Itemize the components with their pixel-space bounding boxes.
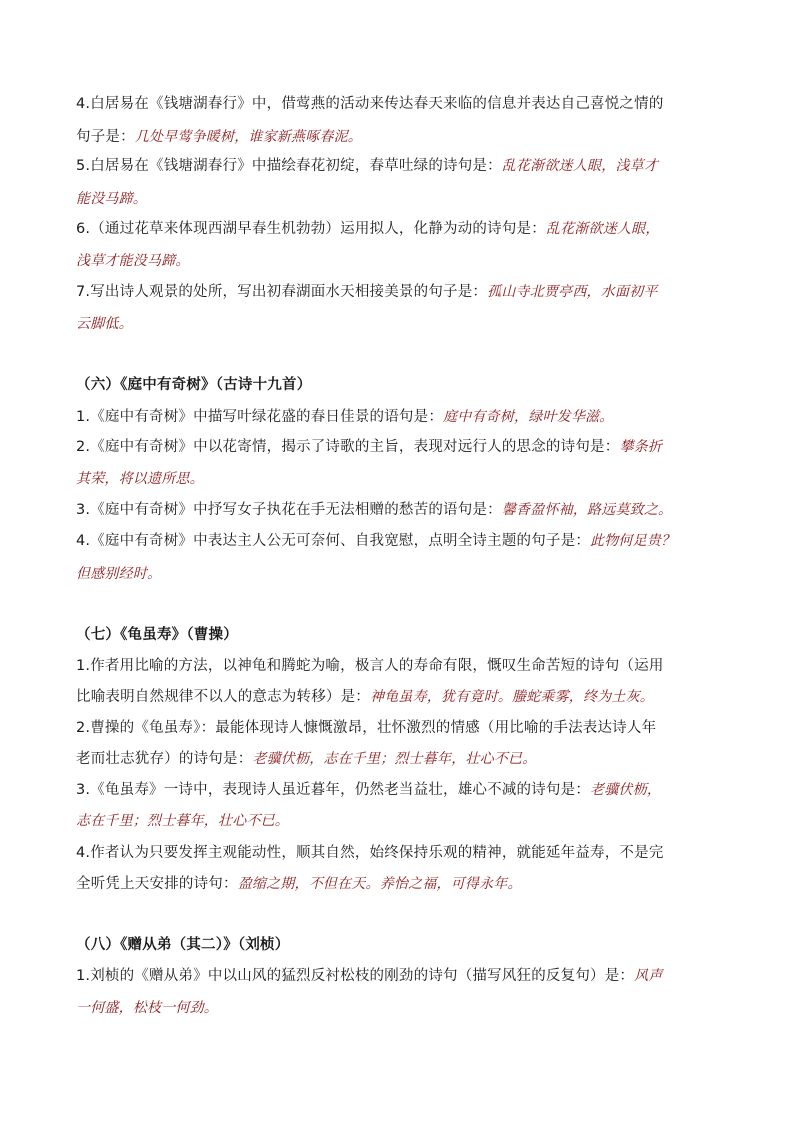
question-text: 3.《庭中有奇树》中抒写女子执花在手无法相赠的愁苦的语句是： xyxy=(76,502,502,518)
question-text: 2.曹操的《龟虽寿》：最能体现诗人慷慨激昂，壮怀激烈的情感（用比喻的手法表达诗人年 xyxy=(76,720,657,736)
question-text: 5.白居易在《钱塘湖春行》中描绘春花初绽，春草吐绿的诗句是： xyxy=(76,158,502,174)
question-text: 老而壮志犹存）的诗句是： xyxy=(76,751,253,767)
answer-text: 云脚低。 xyxy=(76,316,133,332)
question-text: 7.写出诗人观景的处所，写出初春湖面水天相接美景的句子是： xyxy=(76,284,488,300)
s8-q1-line1 xyxy=(76,966,736,986)
s7-q3-line1 xyxy=(76,780,736,800)
section-heading-7: （七）《龟虽寿》（曹操） xyxy=(76,627,238,643)
answer-text: 此物何足贵？ xyxy=(590,533,676,549)
answer-text: 庭中有奇树，绿叶发华滋。 xyxy=(443,409,614,425)
answer-text: 盈缩之期，不但在天。养怡之福，可得永年。 xyxy=(237,876,522,892)
answer-text: 老骥伏枥，志在千里；烈士暮年，壮心不已。 xyxy=(252,751,537,767)
answer-text: 馨香盈怀袖，路远莫致之。 xyxy=(501,502,673,518)
answer-text: 神龟虽寿，犹有竟时。螣蛇乘雾，终为土灰。 xyxy=(370,689,654,705)
s5-q6-line1 xyxy=(76,219,736,239)
answer-text: 但感别经时。 xyxy=(76,566,162,582)
s7-q1-line1 xyxy=(76,656,736,676)
answer-text: 一何盛，松枝一何劲。 xyxy=(76,1000,218,1016)
s6-q1-line1 xyxy=(76,407,736,427)
s5-q6-line2 xyxy=(76,251,736,271)
question-text: 4.白居易在《钱塘湖春行》中，借莺燕的活动来传达春天来临的信息并表达自己喜悦之情的 xyxy=(76,96,664,112)
s6-q3-line1 xyxy=(76,500,736,520)
question-text: 4.作者认为只要发挥主观能动性，顺其自然，始终保持乐观的精神，就能延年益寿，不是完 xyxy=(76,845,664,861)
answer-text: 乱花渐欲迷人眼，浅草才 xyxy=(501,158,659,174)
question-text: 句子是： xyxy=(76,129,135,145)
answer-text: 风声 xyxy=(634,968,663,984)
s7-q3-line2 xyxy=(76,811,736,831)
s6-q2-line2 xyxy=(76,469,736,489)
answer-text: 攀条折 xyxy=(619,439,663,455)
question-text: 6.（通过花草来体现西湖早春生机勃勃）运用拟人，化静为动的诗句是： xyxy=(76,221,546,237)
question-text: 全听凭上天安排的诗句： xyxy=(76,876,238,892)
answer-text: 孤山寺北贾亭西，水面初平 xyxy=(487,284,658,300)
s5-q4-line1 xyxy=(76,94,736,114)
s5-q4-line2 xyxy=(76,127,736,147)
s7-q2-line1 xyxy=(76,718,736,738)
s5-q7-line2 xyxy=(76,314,736,334)
s8-q1-line2 xyxy=(76,998,736,1018)
section-heading-8: （八）《赠从弟（其二）》（刘桢） xyxy=(76,937,290,953)
s7-q4-line2 xyxy=(76,874,736,894)
answer-text: 老骥伏枥， xyxy=(590,782,662,798)
answer-text: 几处早莺争暖树，谁家新燕啄春泥。 xyxy=(134,129,363,145)
answer-text: 浅草才能没马蹄。 xyxy=(76,253,190,269)
s5-q5-line1 xyxy=(76,156,736,176)
s6-q4-line1 xyxy=(76,531,736,551)
answer-text: 其荣，将以遗所思。 xyxy=(76,471,204,487)
s5-q5-line2 xyxy=(76,189,736,209)
question-text: 1.作者用比喻的方法，以神龟和腾蛇为喻，极言人的寿命有限，慨叹生命苦短的诗句（运用 xyxy=(76,658,664,674)
question-text: 1.《庭中有奇树》中描写叶绿花盛的春日佳景的语句是： xyxy=(76,409,444,425)
question-text: 比喻表明自然规律不以人的意志为转移）是： xyxy=(76,689,370,705)
answer-text: 能没马蹄。 xyxy=(76,191,147,207)
s6-q4-line2 xyxy=(76,564,736,584)
s6-q2-line1 xyxy=(76,437,736,457)
question-text: 2.《庭中有奇树》中以花寄情，揭示了诗歌的主旨，表现对远行人的思念的诗句是： xyxy=(76,439,620,455)
question-text: 3.《龟虽寿》一诗中，表现诗人虽近暮年，仍然老当益壮，雄心不减的诗句是： xyxy=(76,782,591,798)
question-text: 1.刘桢的《赠从弟》中以山风的猛烈反衬松枝的刚劲的诗句（描写风狂的反复句）是： xyxy=(76,968,635,984)
s7-q4-line1 xyxy=(76,843,736,863)
section-heading-6: （六）《庭中有奇树》（古诗十九首） xyxy=(76,377,312,393)
answer-text: 志在千里；烈士暮年，壮心不已。 xyxy=(76,813,289,829)
answer-text: 乱花渐欲迷人眼， xyxy=(545,221,660,237)
s5-q7-line1 xyxy=(76,282,736,302)
s7-q1-line2 xyxy=(76,687,736,707)
s7-q2-line2 xyxy=(76,749,736,769)
question-text: 4.《庭中有奇树》中表达主人公无可奈何、自我宽慰，点明全诗主题的句子是： xyxy=(76,533,591,549)
